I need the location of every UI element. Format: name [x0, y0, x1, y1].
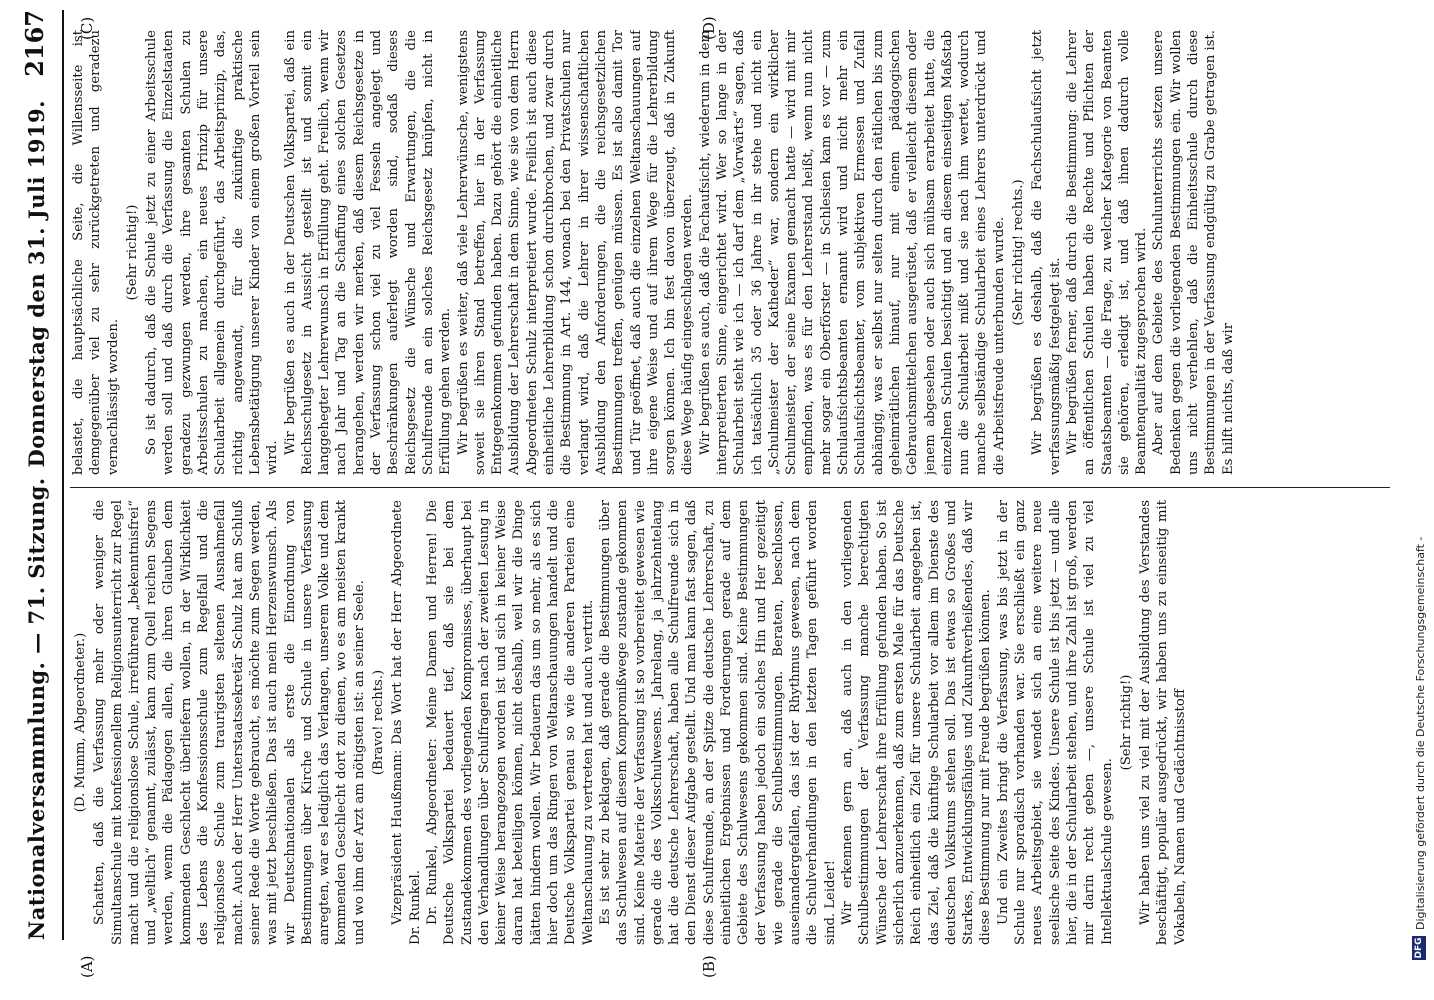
paragraph: Wir begrüßen es deshalb, daß die Fachschulaufsicht jetzt verfassungsmäßig festgelegt ist.	[1030, 30, 1063, 475]
paragraph: Wir begrüßen es auch, daß die Fachaufsicht, wiederum in dem interpretierten Sinne, eingerichtet wird. Wer so lange in der Schularbeit steht wie ich — ich darf dem „Vorwärts“ sagen, daß ich tatsächlich 35 oder 36 Jahre in ihr stehe und nicht ein „Schulmeister der Katheder“ war, sondern ein wirklicher Schulmeister, der seine Examen gemacht hatte — wird mit mir empfinden, was es für den Lehrerstand heißt, wenn nun nicht mehr sogar ein Oberförster — in Schlesien kam es vor — zum Schulaufsichtsbeamten ernannt wird und nicht mehr ein Schulaufsichtsbeamter, vom subjektiven Ermessen und Zufall abhängig, was er selbst nur selten durch den rätlichen bis zum geheimrätlichen hinauf, nur mit einem pädagogischen Gebrauchsmittelchen ausgerüstet, daß er vielleicht diesem oder jenem abgesehen oder auch sich mühsam erarbeitet hatte, die einzelnen Schulen besichtigt und an diesem einseitigen Maßstab nun die Schularbeit mißt und sie nach ihm wertet, wodurch manche selbständige Schularbeit eines Lehrers unterdrückt und die Arbeitsfreude unterbunden wurde.	[697, 30, 1007, 475]
paragraph: Wir begrüßen ferner, daß durch die Bestimmung: die Lehrer an öffentlichen Schulen haben die Rechte und Pflichten der Staatsbeamten — die Frage, zu welcher Kategorie von Beamten sie gehören, erledigt ist, und daß ihnen dadurch volle Beamtenqualität zugesprochen wird.	[1064, 30, 1150, 475]
speaker-continuation: (D. Mumm, Abgeordneter.)	[73, 632, 88, 813]
dfg-logo: DFG	[1414, 937, 1424, 959]
page-header	[18, 10, 58, 940]
paragraph: So ist dadurch, daß die Schule jetzt zu einer Arbeitsschule werden soll und daß durch die Verfassung die Einzelstaaten geradezu gezwungen werden, ihre gesamten Schulen zu Arbeitsschulen zu machen, ein neues Prinzip für unsere Schularbeit allgemein durchgeführt, das Arbeitsprinzip, das, richtig angewandt, für die zukünftige praktische Lebensbetätigung unserer Kinder von einem großen Vorteil sein wird.	[144, 30, 281, 475]
header-session-title: Nationalversammlung. — 71. Sitzung.	[24, 477, 49, 940]
digitization-note: Digitalisierung gefördert durch die Deutsche Forschungsgemeinschaft -	[1414, 536, 1427, 930]
interjection: (Sehr richtig!)	[1118, 674, 1134, 771]
paragraph: Aber auf dem Gebiete des Schulunterrichts setzen unsere Bedenken gegen die vorliegenden Bestimmungen ein. Wir wollen uns nicht verhehlen, daß die Einheitsschule durch diese Bestimmungen in der Verfassung endgültig zu Grabe getragen ist. Es hilft nichts, daß wir	[1151, 30, 1236, 475]
interjection: (Bravo! rechts.)	[371, 669, 387, 776]
margin-marker-d: (D)	[700, 16, 718, 40]
president-statement: Vizepräsident Haußmann: Das Wort hat der Herr Abgeordnete Dr. Runkel.	[390, 500, 423, 945]
left-column	[70, 500, 1400, 945]
interjection: (Sehr richtig! rechts.)	[1011, 179, 1027, 326]
paragraph: Wir haben uns viel zu viel mit der Ausbildung des Verstandes beschäftigt, populär ausgedrückt, wir haben uns zu einseitig mit Vokabeln, Namen und Gedächtnisstoff	[1138, 500, 1188, 945]
column-divider	[70, 487, 1390, 488]
header-rule	[62, 10, 64, 940]
paragraph: Schatten, daß die Verfassung mehr oder weniger die Simultanschule mit konfessionellem Religionsunterricht zur Regel macht und die religionslose Schule, irreführend „bekenntnisfrei“ und „weltlich“ genannt, zulässt, kann zum Quell reichen Segens werden, wenn die Pädagogen allen, die ihren Glauben dem kommenden Geschlecht überliefern wollen, in der Wirklichkeit des Lebens die Konfessionsschule zum Regelfall und die religionslose Schule zum traurigsten seltenen Ausnahmefall macht. Auch der Herr Unterstaatssekretär Schulz hat am Schluß seiner Rede die Worte gebraucht, es möchte zum Segen werden, was mit jetzt beschließen. Das ist auch mein Herzenswunsch. Als wir Deutschnationalen als erste die Einordnung von Bestimmungen über Kirche und Schule in unsere Verfassung anregten, war es lediglich das Verlangen, unserem Volke und dem kommenden Geschlecht dort zu dienen, wo es am meisten krankt und wo ihm der Arzt am nötigsten ist: an seiner Seele.	[92, 500, 367, 945]
header-date: Donnerstag den 31. Juli 1919.	[24, 100, 49, 468]
paragraph: Und ein Zweites bringt die Verfassung, was bis jetzt in der Schule nur sporadisch vorhanden war. Sie erschließt ein ganz neues Arbeitsgebiet, sie wendet sich an eine weitere neue seelische Seite des Kindes. Unsere Schule ist bis jetzt — und alle hier, die in der Schularbeit stehen, und ihre Zahl ist groß, werden mir darin recht geben —, unsere Schule ist viel zu viel Intellektualschule gewesen.	[995, 500, 1115, 945]
paragraph: belastet, die hauptsächliche Seite, die Willensseite ist demgegenüber viel zu sehr zurückgetreten und geradezu vernachlässigt worden.	[71, 30, 121, 475]
paragraph: Wir erkennen gern an, daß auch in den vorliegenden Schulbestimmungen der Verfassung manche berechtigten Wünsche der Lehrerschaft ihre Erfüllung gefunden haben. So ist sicherlich anzuerkennen, daß zum ersten Male für das Deutsche Reich einheitlich ein Ziel für unsere Schularbeit angegeben ist, das Ziel, daß die künftige Schularbeit vor allem im Dienste des deutschen Volkstums stehen soll. Das ist etwas so Großes und Starkes, Entwicklungsfähiges und Zukunftverheißendes, daß wir diese Bestimmung nur mit Freude begrüßen können.	[840, 500, 994, 945]
paragraph: Wir begrüßen es weiter, daß viele Lehrerwünsche, wenigstens soweit sie ihren Stand betreffen, hier in der Verfassung Entgegenkommen gefunden haben. Dazu gehört die einheitliche Ausbildung der Lehrerschaft in dem Sinne, wie sie von dem Herrn Abgeordneten Schulz interpretiert wurde. Freilich ist auch diese einheitliche Lehrerbildung schon durchbrochen, und zwar durch die Bestimmung in Art. 144, wonach bei den Privatschulen nur verlangt wird, daß die Lehrer in ihrer wissenschaftlichen Ausbildung den Anforderungen, die die reichsgesetzlichen Bestimmungen treffen, genügen müssen. Es ist also damit Tor und Tür geöffnet, daß auch die einzelnen Weltanschauungen auf ihre eigene Weise und auf ihrem Wege für die Lehrerbildung sorgen können. Ich bin fest davon überzeugt, daß in Zukunft diese Wege häufig eingeschlagen werden.	[455, 30, 696, 475]
margin-marker-a: (A)	[78, 955, 96, 978]
right-column	[70, 30, 1400, 475]
page-number: 2167	[20, 10, 49, 77]
paragraph: Dr. Runkel, Abgeordneter: Meine Damen und Herren! Die Deutsche Volkspartei bedauert tief, daß sie bei dem Zustandekommen des vorliegenden Kompromisses, überhaupt bei den Verhandlungen über Schulfragen nach der zweiten Lesung in keiner Weise herangezogen worden ist und sich in keiner Weise daran hat beteiligen können, nicht deshalb, weil wir die Dinge hätten hindern wollen. Wir bedauern das um so mehr, als es sich hier doch um das Ringen von Weltanschauungen handelt und die Deutsche Volkspartei genau so wie die anderen Parteien eine Weltanschauung zu vertreten hat und auch vertritt.	[424, 500, 596, 945]
margin-marker-c: (C)	[78, 16, 96, 40]
margin-marker-b: (B)	[700, 955, 718, 978]
interjection: (Sehr richtig!)	[124, 204, 140, 301]
paragraph: Es ist sehr zu beklagen, daß gerade die Bestimmungen über das Schulwesen auf diesem Kompromißwege zustande gekommen sind. Keine Materie der Verfassung ist so vorbereitet gewesen wie gerade die des Volksschulwesens. Jahrelang, ja jahrzehntelang hat die deutsche Lehrerschaft, haben alle Schulfreunde sich in den Dienst dieser Aufgabe gestellt. Und man kann fast sagen, daß diese Schulfreunde, an der Spitze die deutsche Lehrerschaft, zu einheitlichen Ergebnissen und Forderungen gerade auf dem Gebiete des Schulwesens gekommen sind. Keine Bestimmungen der Verfassung haben jedoch ein solches Hin und Her gezeitigt wie gerade die Schulbestimmungen. Beraten, beschlossen, auseinandergefallen, das ist der Rhythmus gewesen, nach dem die Schulverhandlungen in den letzten Tagen geführt worden sind. Leider!	[597, 500, 838, 945]
paragraph: Wir begrüßen es auch in der Deutschen Volkspartei, daß ein Reichsschulgesetz in Aussicht gestellt ist und somit ein langgehegter Lehrerwunsch in Erfüllung geht. Freilich, wenn wir nach Jahr und Tag an die Schaffung eines solchen Gesetzes herangehen, werden wir merken, daß diesem Reichsgesetze in der Verfassung schon viel zu viel Fesseln angelegt und Beschränkungen auferlegt worden sind, sodaß dieses Reichsgesetz die Wünsche und Erwartungen, die die Schulfreunde an ein solches Reichsgesetz knüpfen, nicht in Erfüllung gehen werden.	[282, 30, 454, 475]
